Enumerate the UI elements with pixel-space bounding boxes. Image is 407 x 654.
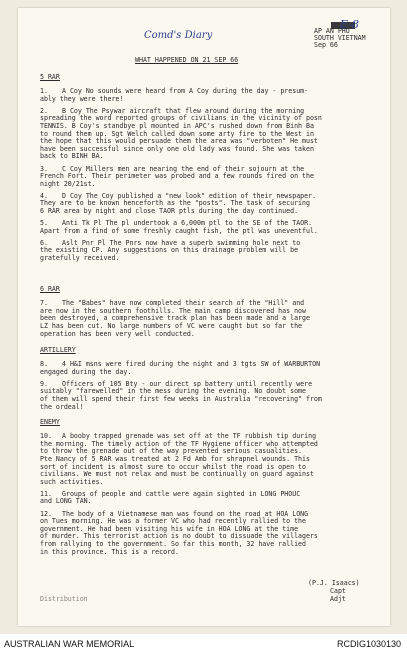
section-heading: 5 RAR [40, 73, 60, 81]
paragraph-line: to throw the grenade out of the way prevented serious casualities. [40, 447, 303, 456]
location-line-1: AP AN PHU [314, 27, 350, 35]
paragraph-line: such activities. [40, 477, 104, 486]
paragraph-line: have been successful since only one old lady was found. She was taken [40, 144, 314, 153]
paragraph-line: sort of incident is almost sure to occur whilst the road is open to [40, 462, 306, 471]
paragraph-line: of murder. This terrorist action is no doubt to dissuade the villagers [40, 532, 318, 541]
paragraph-line: to round them up. Sgt Welch called down some arty fire to the West in [40, 129, 314, 138]
signature-rank: Capt [330, 587, 346, 595]
paragraph-line: Aslt Pnr Pl The Pnrs now have a superb swimming hole next to [62, 238, 301, 247]
location-line-3: Sep 66 [314, 41, 338, 49]
paragraph-line: the hope that this would persuade them the area was "verboten" He must [40, 137, 318, 146]
paragraph-line: The "Babes" have now completed their search of the "Hill" and [62, 299, 305, 308]
paragraph-line: operation has been very well conducted. [40, 329, 195, 338]
distribution-label: Distribution [40, 595, 88, 603]
paragraph-line: Groups of people and cattle were again sighted in LONG PHOUC [62, 489, 301, 498]
paragraph-line: The body of a Vietnamese man was found on the road at HOA LONG [62, 509, 309, 518]
paragraph-number: 5. [40, 219, 48, 228]
paragraph-number: 2. [40, 106, 48, 115]
section-heading: ENEMY [40, 418, 60, 426]
paragraph-line: Apart from a find of some freshly caught fish, the ptl was uneventful. [40, 226, 318, 235]
paragraph-line: been destroyed, a comprehensive track plan has been made and a large [40, 314, 310, 323]
paragraph-line: of them will spend their first few weeks in Australia "recovering" from [40, 395, 322, 403]
paragraph-line: Officers of 105 Bty - our direct sp battery until recently were [62, 379, 313, 388]
paragraph-line: and LONG TAN. [40, 497, 92, 506]
archive-reference: RCDIG1030130 [336, 639, 401, 649]
paragraph-line: the morning. The timely action of the TF Hygiene officer who attempted [40, 439, 318, 448]
paragraph-line: C Coy Millers men are nearing the end of their sojourn at the [62, 164, 305, 173]
paragraph-number: 6. [40, 238, 48, 247]
archive-footer [0, 634, 407, 654]
paragraph-line: They are to be known henceforth as the "posts". The task of securing [40, 199, 310, 208]
paragraph-number: 3. [40, 164, 48, 173]
paragraph-line: 6 RAR area by night and close TAOR ptls during the day continued. [40, 207, 299, 215]
paragraph-line: back to BINH BA. [40, 152, 104, 161]
paragraph-line: LZ has been cut. No large numbers of VC were caught but so far the [40, 321, 303, 330]
handwritten-page-number: E-8 [340, 18, 359, 31]
paragraph-line: engaged during the day. [40, 367, 132, 376]
paragraph-line: Pte Nancy of 5 RAR was treated at 2 Fd Amb for shrapnel wounds. This [40, 454, 310, 463]
paragraph-line: A booby trapped grenade was set off at the TF rubbish tip during [62, 432, 317, 441]
document-sheet [18, 8, 390, 626]
paragraph-line: B Coy The Psywar aircraft that flew around during the morning [62, 106, 305, 115]
paragraph-line: in this province. This is a record. [40, 547, 179, 556]
paragraph-line: are now in the southern foothills. The main camp discovered has now [40, 306, 306, 315]
archive-name: AUSTRALIAN WAR MEMORIAL [4, 639, 135, 649]
section-heading: 6 RAR [40, 285, 60, 293]
paragraph-line: ably they were there! [40, 94, 124, 103]
paragraph-number: 10. [40, 432, 52, 441]
location-line-2: SOUTH VIETNAM [314, 34, 366, 42]
signature-name: (P.J. Isaacs) [308, 579, 360, 587]
signature-appointment: Adjt [330, 595, 346, 603]
paragraph-line: suitably "farewelled" in the mess during the evening. No doubt some [40, 387, 306, 396]
paragraph-line: TENNIS. B Coy's standbye pl mounted in APC's rushed down from Binh Ba [40, 122, 314, 130]
paragraph-number: 12. [40, 509, 52, 518]
section-heading: ARTILLERY [40, 346, 76, 354]
paragraph-number: 1. [40, 87, 48, 96]
paragraph-line: gratefully received. [40, 254, 120, 262]
paragraph-number: 9. [40, 379, 48, 388]
paragraph-line: 4 H&I msns were fired during the night and 3 tgts SW of WARBURTON [62, 360, 321, 369]
paragraph-line: D Coy The Coy published a "new look" edition of their newspaper. [62, 191, 317, 200]
paragraph-line: spreading the word reported groups of civilians in the vicinity of posn [40, 114, 322, 123]
paragraph-number: 8. [40, 360, 48, 369]
paragraph-number: 11. [40, 489, 52, 498]
paragraph-number: 4. [40, 191, 48, 200]
paragraph-line: on Tues morning. He was a former VC who had recently rallied to the [40, 517, 306, 526]
paragraph-line: the existing CP. Any suggestions on this drainage problem will be [40, 246, 299, 255]
document-title: WHAT HAPPENED ON 21 SEP 66 [135, 56, 239, 64]
handwritten-note: Comd's Diary [144, 30, 213, 41]
paragraph-line: government. He had been visiting his wife in HOA LONG at the time [40, 524, 299, 533]
paragraph-line: French Fort. Their perimeter was probed and a few rounds fired on the [40, 172, 314, 181]
paragraph-number: 7. [40, 299, 48, 308]
paragraph-line: the ordeal! [40, 402, 84, 411]
paragraph-line: civilians. We must not relax and must be continually on guard against [40, 470, 314, 479]
paragraph-line: A Coy No sounds were heard from A Coy during the day - presum- [62, 87, 309, 96]
paragraph-line: from rallying to the government. So far this month, 32 have rallied [40, 539, 306, 548]
paragraph-line: Anti Tk Pl The pl undertook a 6,000m ptl to the SE of the TAOR. [62, 219, 313, 228]
paragraph-line: night 20/21st. [40, 179, 96, 188]
